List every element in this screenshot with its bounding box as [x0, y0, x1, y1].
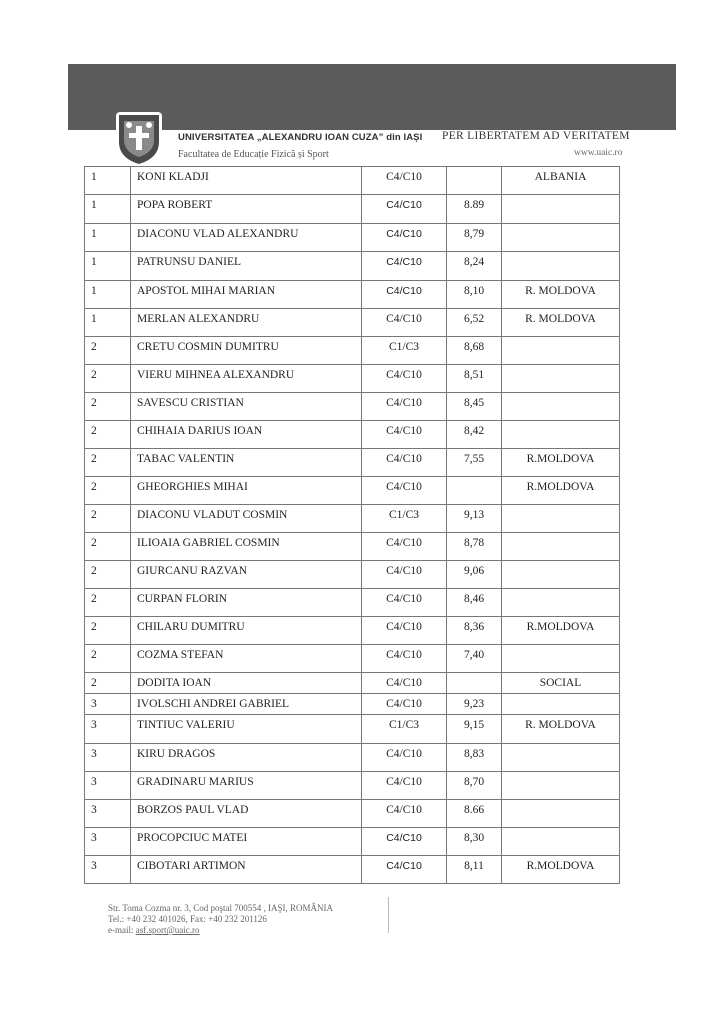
table-row [85, 800, 620, 828]
table-row [85, 281, 620, 309]
grade-cell: 9,13 [447, 505, 502, 533]
name-cell: KONI KLADJI [131, 167, 362, 195]
grade-cell: 9,23 [447, 694, 502, 715]
note-cell: R.MOLDOVA [502, 477, 620, 505]
name-cell: COZMA STEFAN [131, 645, 362, 673]
grade-cell: 8,51 [447, 365, 502, 393]
website-link[interactable]: www.uaic.ro [574, 148, 623, 158]
group-cell: 3 [85, 856, 131, 884]
group-cell: 1 [85, 167, 131, 195]
name-cell: SAVESCU CRISTIAN [131, 393, 362, 421]
note-cell: R.MOLDOVA [502, 856, 620, 884]
group-cell: 1 [85, 224, 131, 252]
grade-cell: 7,55 [447, 449, 502, 477]
category-cell: C4/C10 [362, 421, 447, 449]
grade-cell: 7,40 [447, 645, 502, 673]
name-cell: CURPAN FLORIN [131, 589, 362, 617]
note-cell [502, 195, 620, 224]
grade-cell: 8,46 [447, 589, 502, 617]
note-cell [502, 828, 620, 856]
group-cell: 3 [85, 828, 131, 856]
category-cell: C1/C3 [362, 505, 447, 533]
university-motto: PER LIBERTATEM AD VERITATEM [442, 130, 630, 142]
name-cell: POPA ROBERT [131, 195, 362, 224]
category-cell: C4/C10 [362, 694, 447, 715]
category-cell: C4/C10 [362, 856, 447, 884]
group-cell: 2 [85, 617, 131, 645]
footer-contact [108, 903, 333, 936]
group-cell: 2 [85, 533, 131, 561]
category-cell: C4/C10 [362, 561, 447, 589]
category-cell: C1/C3 [362, 337, 447, 365]
table-row [85, 365, 620, 393]
faculty-name: Facultatea de Educație Fizică și Sport [178, 149, 329, 160]
group-cell: 2 [85, 561, 131, 589]
grade-cell: 8.66 [447, 800, 502, 828]
name-cell: IVOLSCHI ANDREI GABRIEL [131, 694, 362, 715]
grade-cell: 8,30 [447, 828, 502, 856]
note-cell: R. MOLDOVA [502, 309, 620, 337]
category-cell: C4/C10 [362, 772, 447, 800]
note-cell [502, 337, 620, 365]
group-cell: 2 [85, 449, 131, 477]
name-cell: TABAC VALENTIN [131, 449, 362, 477]
category-cell: C4/C10 [362, 533, 447, 561]
group-cell: 2 [85, 645, 131, 673]
group-cell: 1 [85, 195, 131, 224]
note-cell: R.MOLDOVA [502, 617, 620, 645]
name-cell: PATRUNSU DANIEL [131, 252, 362, 281]
table-row [85, 449, 620, 477]
category-cell: C4/C10 [362, 744, 447, 772]
note-cell: R. MOLDOVA [502, 715, 620, 744]
table-row [85, 856, 620, 884]
name-cell: CRETU COSMIN DUMITRU [131, 337, 362, 365]
table-row [85, 828, 620, 856]
category-cell: C4/C10 [362, 195, 447, 224]
note-cell [502, 772, 620, 800]
category-cell: C4/C10 [362, 477, 447, 505]
grade-cell: 8,70 [447, 772, 502, 800]
note-cell [502, 694, 620, 715]
category-cell: C4/C10 [362, 252, 447, 281]
category-cell: C4/C10 [362, 365, 447, 393]
grade-cell: 9,06 [447, 561, 502, 589]
table-row [85, 195, 620, 224]
note-cell [502, 533, 620, 561]
note-cell [502, 421, 620, 449]
category-cell: C4/C10 [362, 449, 447, 477]
table-row [85, 744, 620, 772]
category-cell: C4/C10 [362, 309, 447, 337]
grade-cell: 8.89 [447, 195, 502, 224]
group-cell: 3 [85, 772, 131, 800]
grade-cell: 8,24 [447, 252, 502, 281]
grade-cell: 8,79 [447, 224, 502, 252]
table-row [85, 561, 620, 589]
table-row [85, 715, 620, 744]
category-cell: C4/C10 [362, 224, 447, 252]
note-cell [502, 505, 620, 533]
name-cell: ILIOAIA GABRIEL COSMIN [131, 533, 362, 561]
group-cell: 3 [85, 715, 131, 744]
footer-phone: Tel.: +40 232 401026, Fax: +40 232 201126 [108, 914, 267, 924]
group-cell: 3 [85, 694, 131, 715]
grade-cell: 8,45 [447, 393, 502, 421]
note-cell [502, 589, 620, 617]
name-cell: DIACONU VLAD ALEXANDRU [131, 224, 362, 252]
name-cell: TINTIUC VALERIU [131, 715, 362, 744]
category-cell: C4/C10 [362, 281, 447, 309]
note-cell: SOCIAL [502, 673, 620, 694]
table-row [85, 617, 620, 645]
group-cell: 2 [85, 673, 131, 694]
name-cell: MERLAN ALEXANDRU [131, 309, 362, 337]
grade-cell [447, 477, 502, 505]
table-row [85, 533, 620, 561]
name-cell: BORZOS PAUL VLAD [131, 800, 362, 828]
table-row [85, 337, 620, 365]
category-cell: C4/C10 [362, 673, 447, 694]
group-cell: 1 [85, 281, 131, 309]
group-cell: 3 [85, 744, 131, 772]
group-cell: 1 [85, 309, 131, 337]
name-cell: DODITA IOAN [131, 673, 362, 694]
grade-cell [447, 167, 502, 195]
note-cell: R. MOLDOVA [502, 281, 620, 309]
table-row [85, 167, 620, 195]
group-cell: 3 [85, 800, 131, 828]
grade-cell: 8,83 [447, 744, 502, 772]
table-row [85, 393, 620, 421]
group-cell: 2 [85, 589, 131, 617]
university-crest-icon [116, 112, 162, 166]
category-cell: C4/C10 [362, 800, 447, 828]
name-cell: PROCOPCIUC MATEI [131, 828, 362, 856]
table-row [85, 309, 620, 337]
category-cell: C4/C10 [362, 617, 447, 645]
table-row [85, 772, 620, 800]
university-name: UNIVERSITATEA „ALEXANDRU IOAN CUZA” din IAȘI [178, 132, 423, 143]
category-cell: C4/C10 [362, 828, 447, 856]
note-cell [502, 252, 620, 281]
category-cell: C4/C10 [362, 589, 447, 617]
footer-address: Str. Toma Cozma nr. 3, Cod poştal 700554 , IAŞI, ROMÂNIA [108, 903, 333, 913]
grade-cell [447, 673, 502, 694]
category-cell: C4/C10 [362, 167, 447, 195]
name-cell: VIERU MIHNEA ALEXANDRU [131, 365, 362, 393]
group-cell: 2 [85, 393, 131, 421]
student-roster-table [84, 166, 620, 884]
note-cell [502, 393, 620, 421]
footer-email-link[interactable]: asf.sport@uaic.ro [135, 925, 200, 935]
group-cell: 2 [85, 365, 131, 393]
table-row [85, 477, 620, 505]
category-cell: C1/C3 [362, 715, 447, 744]
name-cell: DIACONU VLADUT COSMIN [131, 505, 362, 533]
note-cell: ALBANIA [502, 167, 620, 195]
table-row [85, 224, 620, 252]
category-cell: C4/C10 [362, 393, 447, 421]
note-cell [502, 645, 620, 673]
name-cell: APOSTOL MIHAI MARIAN [131, 281, 362, 309]
table-row [85, 694, 620, 715]
note-cell [502, 800, 620, 828]
name-cell: GIURCANU RAZVAN [131, 561, 362, 589]
note-cell [502, 744, 620, 772]
grade-cell: 8,11 [447, 856, 502, 884]
grade-cell: 8,68 [447, 337, 502, 365]
grade-cell: 6,52 [447, 309, 502, 337]
table-row [85, 505, 620, 533]
table-row [85, 645, 620, 673]
name-cell: KIRU DRAGOS [131, 744, 362, 772]
name-cell: CHILARU DUMITRU [131, 617, 362, 645]
category-cell: C4/C10 [362, 645, 447, 673]
grade-cell: 8,10 [447, 281, 502, 309]
name-cell: GRADINARU MARIUS [131, 772, 362, 800]
group-cell: 2 [85, 421, 131, 449]
note-cell [502, 561, 620, 589]
footer-email-line [108, 925, 333, 936]
roster-body [85, 167, 620, 884]
grade-cell: 9,15 [447, 715, 502, 744]
footer-divider [388, 897, 389, 933]
table-row [85, 673, 620, 694]
note-cell [502, 365, 620, 393]
group-cell: 2 [85, 337, 131, 365]
group-cell: 1 [85, 252, 131, 281]
table-row [85, 421, 620, 449]
grade-cell: 8,78 [447, 533, 502, 561]
note-cell [502, 224, 620, 252]
grade-cell: 8,36 [447, 617, 502, 645]
group-cell: 2 [85, 505, 131, 533]
name-cell: CIBOTARI ARTIMON [131, 856, 362, 884]
grade-cell: 8,42 [447, 421, 502, 449]
group-cell: 2 [85, 477, 131, 505]
name-cell: CHIHAIA DARIUS IOAN [131, 421, 362, 449]
table-row [85, 589, 620, 617]
footer-email-label: e-mail: [108, 925, 136, 935]
table-row [85, 252, 620, 281]
name-cell: GHEORGHIES MIHAI [131, 477, 362, 505]
note-cell: R.MOLDOVA [502, 449, 620, 477]
